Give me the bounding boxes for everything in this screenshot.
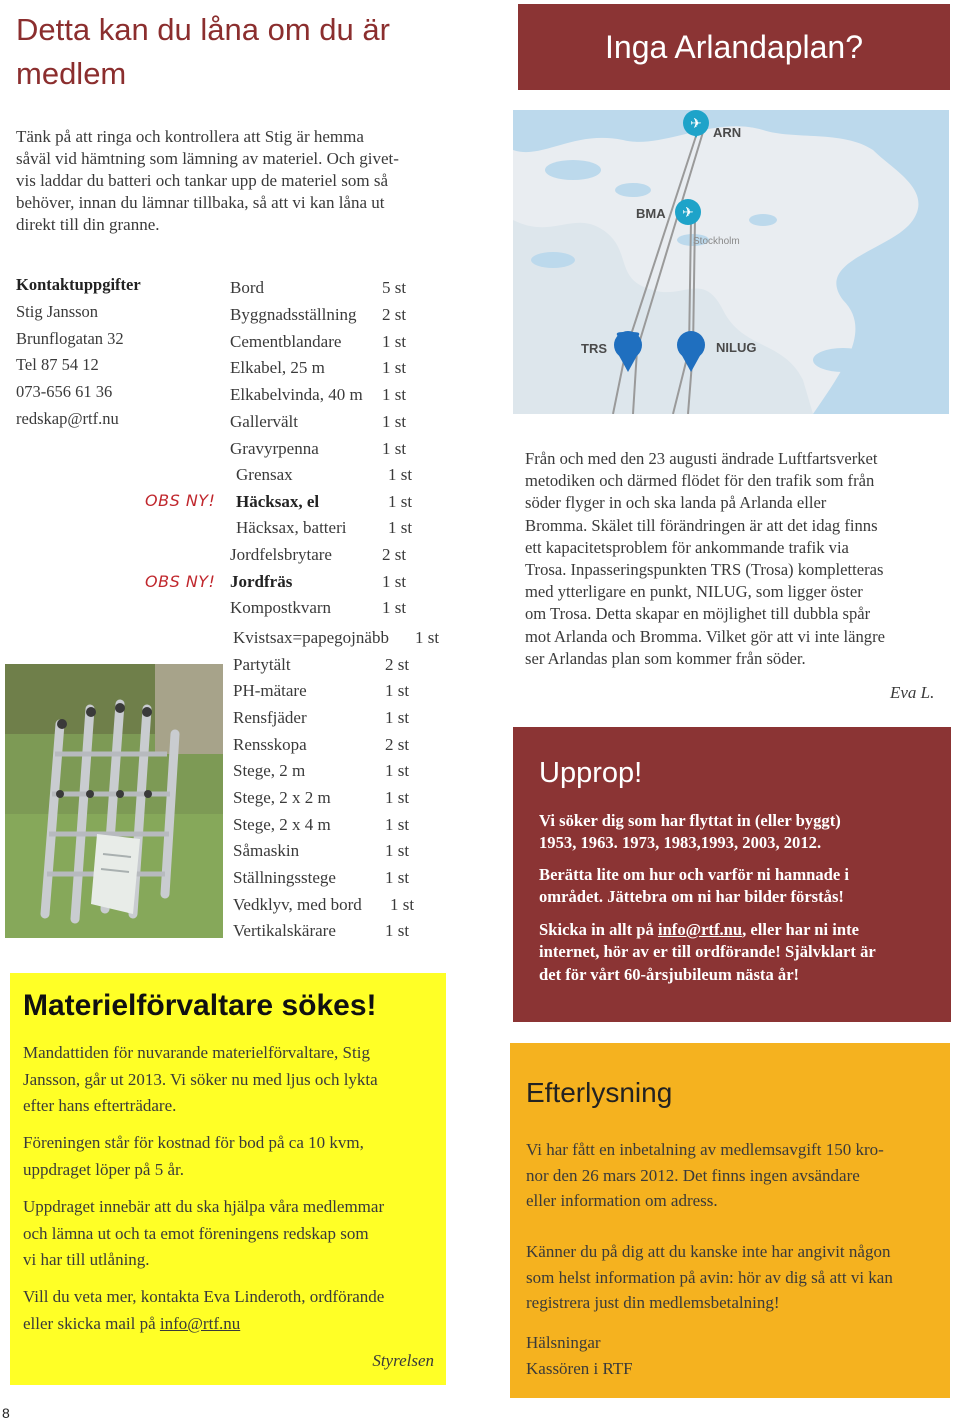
- materiel-paragraph: [23, 1194, 438, 1274]
- map-label-nilug: NILUG: [716, 340, 757, 355]
- inventory-item-qty: 1 st: [388, 465, 413, 484]
- upprop-line: det för vårt 60-årsjubileum nästa år!: [539, 964, 800, 984]
- upprop-paragraph: [539, 864, 939, 909]
- efterlysning-paragraph: [526, 1239, 941, 1316]
- map-label-trs: TRS: [581, 341, 607, 356]
- efterlysning-line: Kassören i RTF: [526, 1358, 633, 1378]
- inventory-item-name: Stege, 2 x 4 m: [233, 815, 331, 834]
- inventory-item-name: Elkabel, 25 m: [230, 358, 325, 377]
- page-number: 8: [2, 1405, 10, 1421]
- inventory-item-name: Stege, 2 m: [233, 761, 306, 780]
- materiel-paragraph: [23, 1040, 438, 1120]
- efterlysning-line: Hälsningar: [526, 1333, 601, 1352]
- inventory-item-name: Gallervält: [230, 412, 298, 431]
- inventory-item-name: Elkabelvinda, 40 m: [230, 385, 363, 404]
- inventory-item-qty: 1 st: [385, 868, 410, 887]
- materiel-line: Föreningen står för kostnad för bod på ca 10 kvm,: [23, 1133, 364, 1152]
- inventory-item-name: Kompostkvarn: [230, 598, 332, 617]
- contact-title: Kontaktuppgifter: [16, 275, 141, 294]
- intro-line: vis laddar du batteri och tankar upp de materiel som så: [16, 171, 388, 190]
- intro-paragraph: [16, 126, 436, 236]
- efterlysning-line: Vi har fått en inbetalning av medlemsavgift 150 kro-: [526, 1140, 884, 1159]
- inventory-item-name: Såmaskin: [233, 841, 300, 860]
- article-line: ett kapacitetsproblem för ankommande trafik via: [525, 537, 849, 557]
- article-line: söder flyger in och ska landa på Arlanda eller: [525, 493, 827, 513]
- new-item-badge: OBS NY!: [145, 491, 216, 510]
- upprop-line: Vi söker dig som har flyttat in (eller byggt): [539, 811, 841, 830]
- inventory-item-qty: 1 st: [382, 439, 407, 458]
- map-label-bma: BMA: [636, 206, 666, 221]
- article-line: ser Arlandas plan som kommer från söder.: [525, 648, 806, 668]
- upprop-paragraph: [539, 919, 939, 986]
- materiel-paragraph: [23, 1284, 438, 1337]
- article-line: Bromma. Skälet till förändringen är att det idag finns: [525, 515, 878, 535]
- efterlysning-title: Efterlysning: [526, 1077, 673, 1108]
- efterlysning-line: nor den 26 mars 2012. Det finns ingen avsändare: [526, 1165, 860, 1185]
- efterlysning-signoff: [526, 1330, 941, 1381]
- efterlysning-box: [510, 1043, 950, 1398]
- inventory-item-name: Jordfelsbrytare: [230, 545, 332, 564]
- upprop-box: [513, 727, 951, 1022]
- intro-line: Tänk på att ringa och kontrollera att Stig är hemma: [16, 127, 364, 146]
- new-item-badge: OBS NY!: [145, 572, 216, 591]
- airport-icon-bma: [675, 199, 701, 225]
- materiel-signature: Styrelsen: [372, 1351, 434, 1370]
- upprop-line: [539, 919, 939, 941]
- article-line: med ytterligare en punkt, NILUG, som ligger öster: [525, 582, 863, 602]
- inventory-item-name: Kvistsax=papegojnäbb: [233, 628, 389, 647]
- inventory-item-qty: 5 st: [382, 278, 407, 297]
- arlanda-banner: Inga Arlandaplan?: [518, 4, 950, 90]
- intro-line: såväl vid hämtning som lämning av materiel. Och givet-: [16, 149, 399, 168]
- upprop-text: Skicka in allt på: [539, 920, 658, 939]
- upprop-title: Upprop!: [539, 757, 643, 789]
- materiel-title: Materielförvaltare sökes!: [23, 989, 377, 1022]
- upprop-line: internet, hör av er till ordförande! Självklart är: [539, 942, 876, 962]
- article-line: Trosa. Inpasseringspunkten TRS (Trosa) kompletteras: [525, 560, 884, 580]
- efterlysning-line: Känner du på dig att du kanske inte har angivit någon: [526, 1242, 891, 1261]
- upprop-line: 1953, 1963. 1973, 1983,1993, 2003, 2012.: [539, 833, 822, 853]
- inventory-item-name: Byggnadsställning: [230, 305, 357, 324]
- materiel-line: Mandattiden för nuvarande materielförvaltare, Stig: [23, 1043, 370, 1062]
- inventory-item-qty: 1 st: [382, 385, 407, 404]
- inventory-item-qty: 1 st: [385, 841, 410, 860]
- inventory-item-qty: 1 st: [385, 761, 410, 780]
- efterlysning-paragraph: [526, 1137, 941, 1214]
- inventory-item-name: Rensskopa: [233, 735, 307, 754]
- efterlysning-line: som helst information på avin: hör av dig så att vi kan: [526, 1267, 893, 1287]
- efterlysning-line: registrera just din medlemsbetalning!: [526, 1293, 780, 1312]
- upprop-email-link[interactable]: info@rtf.nu: [657, 920, 743, 939]
- airport-article: [525, 448, 945, 670]
- materiel-line: vi har till utlåning.: [23, 1250, 150, 1269]
- inventory-item-name: Partytält: [233, 655, 291, 674]
- materiel-line: Vill du veta mer, kontakta Eva Linderoth, ordförande: [23, 1287, 385, 1306]
- article-line: metodiken och därmed flödet för den trafik som från: [525, 471, 875, 491]
- intro-line: direkt till din granne.: [16, 215, 160, 234]
- inventory-item-qty: 1 st: [382, 572, 407, 591]
- materiel-line: Jansson, går ut 2013. Vi söker nu med ljus och lykta: [23, 1069, 378, 1089]
- inventory-item-qty: 1 st: [385, 815, 410, 834]
- article-signature: Eva L.: [890, 683, 935, 702]
- map-label-arn: ARN: [713, 125, 742, 140]
- inventory-item-name: Rensfjäder: [233, 708, 307, 727]
- inventory-item-qty: 1 st: [382, 358, 407, 377]
- inventory-item-qty: 1 st: [385, 788, 410, 807]
- contact-line: Brunflogatan 32: [16, 328, 124, 348]
- inventory-item-qty: 2 st: [385, 655, 410, 674]
- inventory-item-name: Vedklyv, med bord: [233, 895, 362, 914]
- contact-line: Stig Jansson: [16, 301, 99, 321]
- inventory-item-qty: 1 st: [382, 598, 407, 617]
- inventory-item-qty: 2 st: [382, 545, 407, 564]
- materiel-box: [10, 973, 446, 1385]
- article-line: om Trosa. Detta skapar en möjlighet till dubbla spår: [525, 604, 871, 624]
- upprop-text: , eller har ni inte: [742, 920, 860, 939]
- inventory-item-name: Häcksax, el: [236, 492, 320, 511]
- contact-line: 073-656 61 36: [16, 382, 113, 402]
- inventory-item-name: Stege, 2 x 2 m: [233, 788, 331, 807]
- inventory-item-qty: 1 st: [388, 518, 413, 537]
- inventory-item-name: Cementblandare: [230, 332, 342, 351]
- upprop-paragraph: [539, 810, 939, 855]
- inventory-item-qty: 1 st: [415, 628, 440, 647]
- inventory-item-name: Gravyrpenna: [230, 439, 319, 458]
- inventory-item-qty: 1 st: [385, 681, 410, 700]
- flight-map: [513, 110, 949, 414]
- inventory-item-qty: 1 st: [382, 412, 407, 431]
- contact-line: Tel 87 54 12: [16, 355, 99, 375]
- materiel-line: Uppdraget innebär att du ska hjälpa våra medlemmar: [23, 1197, 385, 1216]
- intro-line: behöver, innan du lämnar tillbaka, så att vi kan låna ut: [16, 193, 385, 212]
- inventory-item-qty: 2 st: [382, 305, 407, 324]
- svg-text:✈: ✈: [690, 116, 702, 132]
- contact-block: [16, 272, 216, 433]
- inventory-item-qty: 1 st: [385, 921, 410, 940]
- materiel-line: uppdraget löper på 5 år.: [23, 1159, 184, 1179]
- inventory-item-name: Häcksax, batteri: [236, 518, 347, 537]
- map-label-stockholm: Stockholm: [693, 236, 740, 247]
- inventory-item-name: Grensax: [236, 465, 293, 484]
- materiel-text: eller skicka mail på: [23, 1313, 160, 1333]
- materiel-email-link[interactable]: info@rtf.nu: [159, 1313, 241, 1333]
- inventory-item-qty: 1 st: [388, 492, 413, 511]
- page-title-line: Detta kan du låna om du är: [16, 12, 390, 47]
- materiel-line: [23, 1311, 438, 1338]
- inventory-item-name: Jordfräs: [230, 572, 293, 591]
- page-title-line: medlem: [16, 56, 127, 91]
- svg-text:✈: ✈: [682, 205, 694, 221]
- inventory-item-qty: 2 st: [385, 735, 410, 754]
- materiel-line: och lämna ut och ta emot föreningens redskap som: [23, 1223, 369, 1243]
- inventory-item-qty: 1 st: [382, 332, 407, 351]
- upprop-line: Berätta lite om hur och varför ni hamnade i: [539, 865, 850, 884]
- efterlysning-line: eller information om adress.: [526, 1191, 718, 1210]
- upprop-line: området. Jättebra om ni har bilder förstås!: [539, 887, 844, 907]
- page-title: [16, 8, 476, 96]
- inventory-item-name: PH-mätare: [233, 681, 307, 700]
- inventory-item-name: Ställningsstege: [233, 868, 336, 887]
- materiel-line: efter hans efterträdare.: [23, 1096, 177, 1115]
- article-line: Från och med den 23 augusti ändrade Luftfartsverket: [525, 449, 878, 468]
- inventory-item-name: Bord: [230, 278, 264, 297]
- ladder-photo: [5, 664, 223, 938]
- contact-email: redskap@rtf.nu: [16, 408, 119, 428]
- inventory-item-qty: 1 st: [385, 708, 410, 727]
- inventory-item-name: Vertikalskärare: [233, 921, 336, 940]
- inventory-item-qty: 1 st: [390, 895, 415, 914]
- article-line: mot Arlanda och Bromma. Vilket gör att vi inte längre: [525, 626, 885, 646]
- materiel-paragraph: [23, 1130, 438, 1183]
